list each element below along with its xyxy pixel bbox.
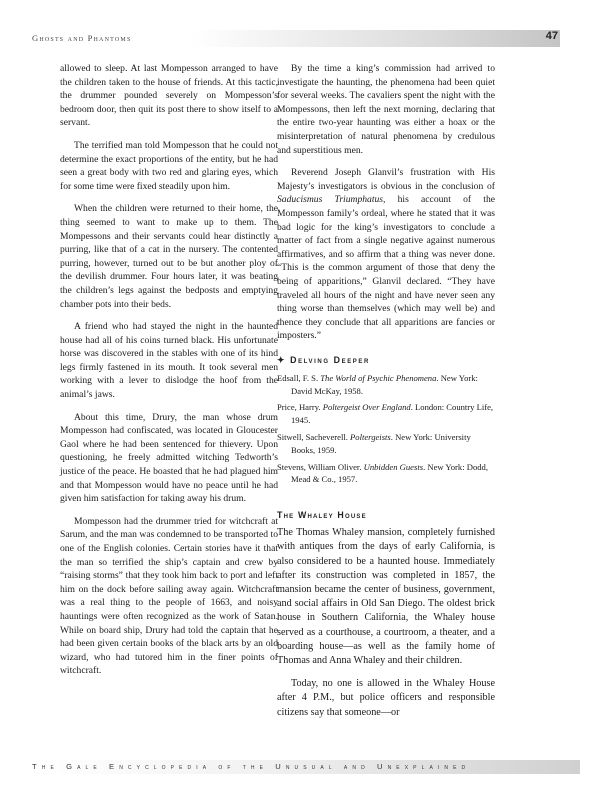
- right-column: [277, 62, 495, 729]
- reference-item: [277, 461, 495, 487]
- paragraph: By the time a king’s commission had arrived to investigate the haunting, the phenomena had been quiet for several weeks. The cavaliers spent the night with the Mompessons, then left the next morning, declaring that the entire two-year haunting was either a hoax or the misinterpretation of natural phenomena by credulous and superstitious men.: [277, 63, 495, 156]
- reference-title: Poltergeist Over England: [322, 402, 411, 413]
- reference-author: Sitwell, Sacheverell.: [277, 432, 351, 443]
- book-title: Saducismus Triumphatus: [277, 194, 384, 206]
- paragraph: Mompesson had the drummer tried for witchcraft at Sarum, and the man was condemned to be transported to one of the English colonies. Certain stories have it that the man so terrified the ship’s captain and crew by “raising storms” that they took him back to port and left him on the dock before sailing away again. Witchcraft was a real thing to the people of 1663, and noisy hauntings were often recognized as the work of Satan. While on board ship, Drury had told the captain that he had been given certain books of the black arts by an old wizard, who had tutored him in the finer points of witchcraft.: [60, 515, 278, 677]
- paragraph: The terrified man told Mompesson that he could not determine the exact proportions of the entity, but he had seen a great body with two red and glaring eyes, which for some time were fixed steadily upon him.: [60, 139, 278, 192]
- reference-author: Edsall, F. S.: [277, 372, 321, 383]
- delving-deeper-heading: [277, 355, 495, 366]
- paragraph: A friend who had stayed the night in the haunted house had all of his coins turned black. His unfortunate horse was discovered in the stables with one of its hind legs firmly fastened in its mouth. It took several men working with a lever to dislodge the hoof from the animal’s jaws.: [60, 321, 278, 401]
- whaley-section: [277, 526, 495, 720]
- reference-author: Price, Harry.: [277, 402, 323, 413]
- paragraph: About this time, Drury, the man whose drum Mompesson had confiscated, was located in Gloucester Gaol where he had been sentenced for thievery. Upon questioning, he freely admitted witching Tedworth’s justice of the peace. He boasted that he had plagued him and that Mompesson would have no peace until he had given him satisfaction for taking away his drum.: [60, 411, 278, 505]
- paragraph: allowed to sleep. At last Mompesson arranged to have the children taken to the house of friends. At this tactic, the drummer pounded severely on Mompesson’s bedroom door, then quit its post there to show itself to a servant.: [60, 63, 278, 129]
- page-number: 47: [545, 30, 558, 42]
- reference-item: [277, 372, 495, 398]
- left-column: [60, 62, 278, 687]
- whaley-house-heading: The Whaley House: [277, 510, 367, 521]
- paragraph: Today, no one is allowed in the Whaley House after 4 P.M., but police officers and responsible citizens say that someone—or: [277, 678, 495, 718]
- reference-author: Stevens, William Oliver.: [277, 461, 364, 472]
- paragraph: When the children were returned to their home, the thing seemed to want to make up to them. The Mompessons and their servants could hear distinctly a purring, like that of a cat in the nursery. The contented purring, however, turned out to be but another ploy of the devilish drummer. Four hours later, it was beating the children’s legs against the bedposts and emptying chamber pots into their beds.: [60, 203, 278, 310]
- reference-publisher: . New York: Dodd, Mead & Co., 1957.: [291, 461, 488, 485]
- reference-item: [277, 401, 495, 427]
- reference-title: The World of Psychic Phenomena: [320, 372, 437, 383]
- glanvil-text-after: , his account of the Mompesson family’s ordeal, where he stated that it was bad logic for the king’s investigators to conclude a matter of fact from a single negative against numerous affirmatives, and so affirm that a thing was never done. “This is the common argument of those that deny the being of apparitions,” Glanvil declared. “They have traveled all hours of the night and have never seen any thing worse than themselves (which may well be) and thence they conclude that all apparitions are fancies or imposters.”: [277, 194, 495, 342]
- reference-publisher: . London: Country Life, 1945.: [291, 402, 494, 426]
- encyclopedia-title: The Gale Encyclopedia of the Unusual and Unexplained: [32, 762, 471, 771]
- reference-title: Unbidden Guests: [363, 461, 424, 472]
- diamond-bullet-icon: ✦: [277, 354, 287, 365]
- reference-publisher: . New York: David McKay, 1958.: [291, 372, 478, 396]
- glanvil-text-before: Reverend Joseph Glanvil’s frustration with His Majesty’s investigators is obvious in the conclusion of: [277, 167, 495, 192]
- paragraph: The Thomas Whaley mansion, completely furnished with antiques from the days of early California, is also considered to be a haunted house. Immediately after its construction was completed in 1857, the mansion became the center of business, government, and social affairs in Old San Diego. The oldest brick house in Southern California, the Whaley house served as a courthouse, a courtroom, a theater, and a boarding house—as well as the family home of Thomas and Anna Whaley and their children.: [277, 527, 495, 667]
- running-title: Ghosts and Phantoms: [32, 33, 132, 43]
- reference-item: [277, 431, 495, 457]
- reference-title: Poltergeists: [350, 432, 391, 443]
- glanvil-paragraph: [277, 166, 495, 343]
- reference-publisher: . New York: University Books, 1959.: [291, 432, 471, 455]
- page-footer: [32, 760, 580, 774]
- delving-deeper-label: Delving Deeper: [290, 354, 370, 365]
- page-header: [32, 30, 560, 47]
